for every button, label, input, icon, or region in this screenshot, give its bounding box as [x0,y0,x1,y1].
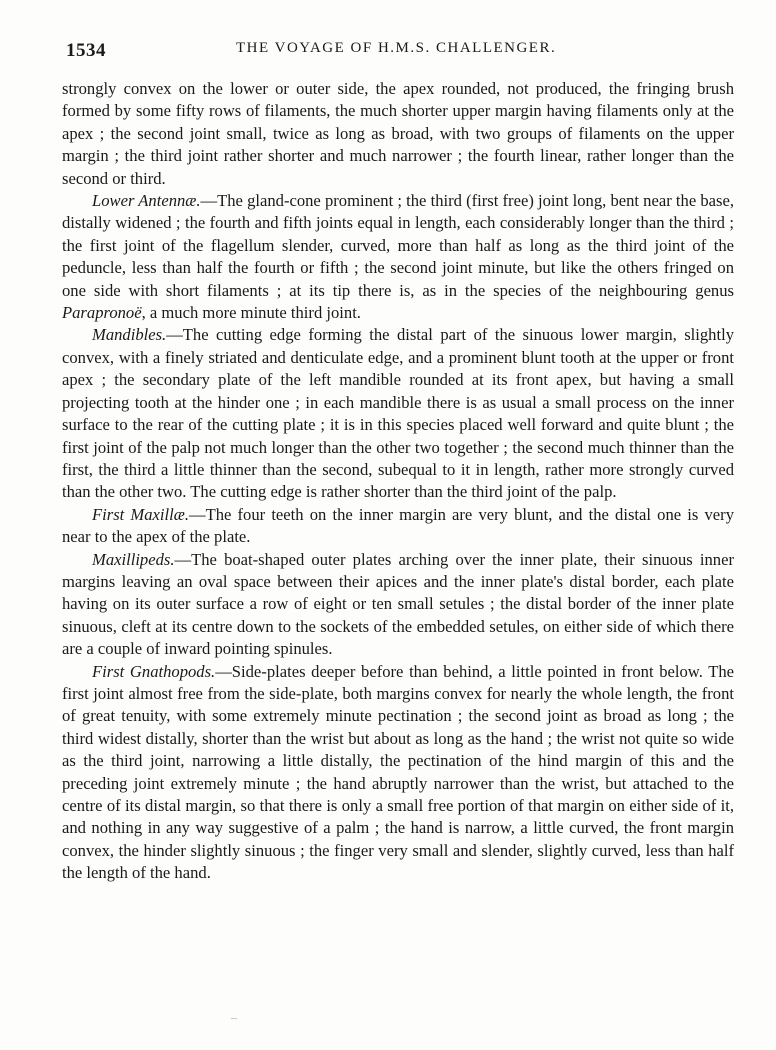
scan-mark [231,1018,237,1019]
genus-name: Parapronoë [62,303,142,323]
running-title: THE VOYAGE OF H.M.S. CHALLENGER. [236,40,557,56]
paragraph-mandibles [62,324,734,503]
paragraph-text-tail: , a much more minute third joint. [141,303,361,323]
paragraph-continuation [62,78,734,190]
paragraph-lower-antennae [62,190,734,324]
paragraph-lead: First Maxillæ. [92,504,189,524]
paragraph-text: —The gland-cone prominent ; the third (first free) joint long, bent near the base, distally widened ; the fourth and fifth joints equal in length, each considerably longer than the third ; the first joint of the flagellum slender, curved, more than half as long as the third joint of the peduncle, less than half the fourth or fifth ; the second joint minute, but like the others fringed on one side with short filaments ; at its tip there is, as in the species of the neighbouring genus [62,191,734,300]
paragraph-text: —The cutting edge forming the distal part of the sinuous lower margin, slightly convex, with a finely striated and denticulate edge, and a prominent blunt tooth at the upper or front apex ; the secondary plate of the left mandible rounded at its front apex, but having a small projecting tooth at the hinder one ; in each mandible there is as usual a small process on the inner surface to the rear of the cutting plate ; it is in this species placed well forward and quite blunt ; the first joint of the palp not much longer than the other two together ; the second much thinner than the first, the third a little thinner than the second, subequal to it in length, rather more strongly curved than the other two. The cutting edge is rather shorter than the third joint of the palp. [62,325,734,502]
paragraph-text: strongly convex on the lower or outer side, the apex rounded, not produced, the fringing brush formed by some fifty rows of filaments, the much shorter upper margin having filaments only at the apex ; the second joint small, twice as long as broad, with two groups of filaments on the upper margin ; the third joint rather shorter and much narrower ; the fourth linear, rather longer than the second or third. [62,79,734,188]
paragraph-maxillipeds [62,549,734,661]
paragraph-lead: First Gnathopods. [92,661,216,681]
page-number: 1534 [66,40,106,61]
page-header [66,32,746,62]
paragraph-text: —The boat-shaped outer plates arching over the inner plate, their sinuous inner margins leaving an oval space between their apices and the inner plate's distal border, each plate having on its outer surface a row of eight or ten small setules ; the distal border of the inner plate sinuous, cleft at its centre down to the sockets of the embedded setules, on either side of which there are a couple of inward pointing spinules. [62,549,734,659]
paragraph-text: —Side-plates deeper before than behind, a little pointed in front below. The first joint almost free from the side-plate, both margins convex for nearly the whole length, the front of great tenuity, with some extremely minute pectination ; the second joint as broad as long ; the third widest distally, shorter than the wrist but about as long as the hand ; the wrist not quite so wide as the third joint, narrowing a little distally, the pectination of the hind margin of this and the preceding joint extremely minute ; the hand abruptly narrower than the wrist, but attached to the centre of its distal margin, so that there is only a small free portion of that margin on either side of it, and nothing in any way suggestive of a palm ; the hand is narrow, a little curved, the front margin convex, the hinder slightly sinuous ; the finger very small and slender, slightly curved, less than half the length of the hand. [62,661,734,883]
body-text [62,78,734,885]
paragraph-first-gnathopods [62,661,734,885]
paragraph-lead: Lower Antennæ. [92,191,201,211]
paragraph-text: —The four teeth on the inner margin are very blunt, and the distal one is very near to the apex of the plate. [62,504,734,547]
paragraph-lead: Mandibles. [92,325,167,345]
paragraph-first-maxillae [62,504,734,549]
paragraph-lead: Maxillipeds. [92,549,175,569]
